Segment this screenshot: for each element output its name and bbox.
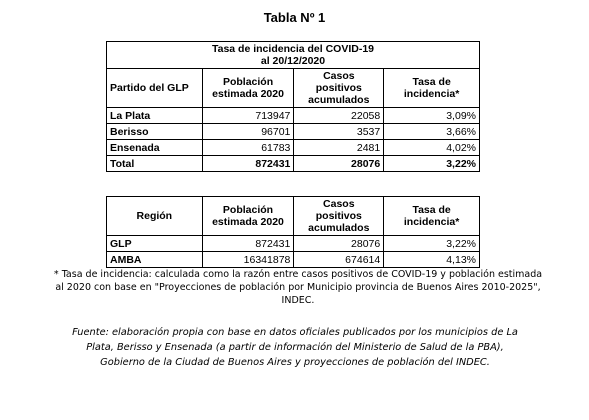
footnote (48, 268, 548, 307)
row-population: 16341878 (202, 252, 294, 268)
total-rate: 3,22% (384, 156, 480, 172)
row-name: AMBA (107, 252, 203, 268)
header-line: positivos (315, 210, 362, 222)
header-line: Tasa de (412, 204, 451, 216)
table-row (107, 140, 480, 156)
table-row (107, 252, 480, 268)
footnote-line: INDEC. (281, 295, 315, 306)
footnote-line: * Tasa de incidencia: calculada como la razón entre casos positivos de COVID-19 y población estimada (53, 269, 543, 280)
header-line: Casos (323, 198, 355, 210)
header-line: Casos (323, 70, 355, 82)
table-header-row (107, 69, 480, 108)
header-tasa (384, 197, 480, 236)
header-line: acumulados (308, 222, 370, 234)
row-cases: 28076 (294, 236, 384, 252)
header-poblacion (202, 197, 294, 236)
source-line: Plata, Berisso y Ensenada (a partir de información del Ministerio de Salud de la PBA), (86, 342, 504, 353)
table-row (107, 236, 480, 252)
table-row (107, 108, 480, 124)
total-label: Total (107, 156, 203, 172)
header-poblacion (202, 69, 294, 108)
row-population: 96701 (202, 124, 294, 140)
source-line: Gobierno de la Ciudad de Buenos Aires y proyecciones de población del INDEC. (100, 357, 490, 368)
row-cases: 2481 (294, 140, 384, 156)
row-name: Berisso (107, 124, 203, 140)
header-region: Región (107, 197, 203, 236)
incidence-table-region (106, 196, 480, 268)
row-name: Ensenada (107, 140, 203, 156)
total-population: 872431 (202, 156, 294, 172)
header-tasa (384, 69, 480, 108)
row-rate: 3,66% (384, 124, 480, 140)
row-rate: 4,13% (384, 252, 480, 268)
header-line: Población (222, 76, 274, 88)
header-partido: Partido del GLP (107, 69, 203, 108)
row-rate: 4,02% (384, 140, 480, 156)
total-cases: 28076 (294, 156, 384, 172)
header-line: acumulados (308, 94, 370, 106)
caption-date: al 20/12/2020 (260, 55, 326, 67)
row-population: 61783 (202, 140, 294, 156)
row-rate: 3,22% (384, 236, 480, 252)
row-name: La Plata (107, 108, 203, 124)
header-line: Tasa de (412, 76, 451, 88)
source-note (60, 325, 530, 370)
header-line: estimada 2020 (212, 216, 284, 228)
header-line: incidencia* (403, 88, 460, 100)
row-name: GLP (107, 236, 203, 252)
row-cases: 22058 (294, 108, 384, 124)
table-row (107, 124, 480, 140)
table-title: Tabla Nº 1 (263, 10, 326, 25)
header-line: incidencia* (403, 216, 460, 228)
row-cases: 674614 (294, 252, 384, 268)
table-header-row (107, 197, 480, 236)
row-population: 713947 (202, 108, 294, 124)
header-line: estimada 2020 (212, 88, 284, 100)
header-line: Población (222, 204, 274, 216)
row-rate: 3,09% (384, 108, 480, 124)
footnote-line: al 2020 con base en "Proyecciones de población por Municipio provincia de Buenos Aires 2010-2025", (55, 282, 541, 293)
incidence-table-glp (106, 41, 480, 172)
caption-line: Tasa de incidencia del COVID-19 (211, 43, 375, 55)
source-line: Fuente: elaboración propia con base en datos oficiales publicados por los municipios de La (72, 327, 518, 338)
table-caption (107, 42, 480, 69)
header-casos (294, 197, 384, 236)
header-casos (294, 69, 384, 108)
row-cases: 3537 (294, 124, 384, 140)
table-total-row (107, 156, 480, 172)
row-population: 872431 (202, 236, 294, 252)
header-line: positivos (315, 82, 362, 94)
